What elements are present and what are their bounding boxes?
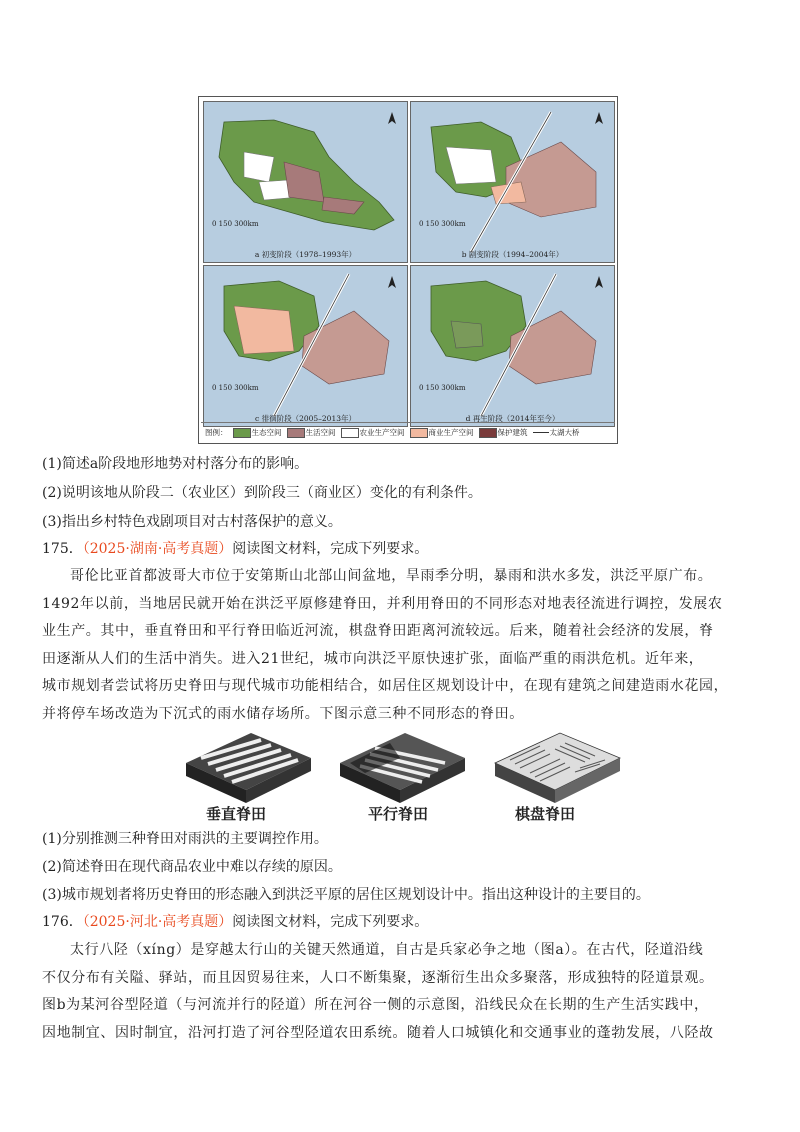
map-legend: [201, 422, 615, 441]
q176-line: 不仅分布有关隘、驿站，而且因贸易往来，人口不断集聚，逐渐衍生出众多聚落，形成独特的陉道景观。: [42, 969, 714, 986]
map-b-caption: b 剧变阶段（1994–2004年）: [461, 250, 564, 259]
q175-header: [42, 538, 760, 560]
q175-line: 田逐渐从人们的生活中消失。进入21世纪，城市向洪泛平原快速扩张，面临严重的雨洪危机。近年来，: [42, 650, 704, 667]
q176-number: 176．: [42, 914, 83, 930]
vertical-ridge-label: 垂直脊田: [206, 805, 267, 823]
q175-line: 并将停车场改造为下沉式的雨水储存场所。下图示意三种不同形态的脊田。: [42, 705, 524, 722]
map-c-caption: c 徘徊阶段（2005–2013年）: [254, 414, 356, 423]
map-panel-a: [203, 101, 408, 263]
q176-header: [42, 911, 760, 933]
q176-source: （2025·河北·高考真题）: [82, 914, 233, 930]
q175-item-3: (3)城市规划者将历史脊田的形态融入到洪泛平原的居住区规划设计中。指出这种设计的主要目的。: [42, 887, 650, 903]
q175-line: 城市规划者尝试将历史脊田与现代城市功能相结合，如居住区规划设计中，在现有建筑之间建造雨水花园，: [42, 678, 729, 695]
q174-item-1: (1)简述a阶段地形地势对村落分布的影响。: [42, 456, 309, 472]
q175-source: （2025·湖南·高考真题）: [82, 541, 233, 557]
checkerboard-ridge-label: 棋盘脊田: [515, 805, 576, 823]
legend-item: 农业生产空间: [341, 427, 405, 438]
scale-bar: 0 150 300km: [212, 384, 259, 392]
q176-line: 图b为某河谷型陉道（与河流并行的陉道）所在河谷一侧的示意图，沿线民众在长期的生产生活实践中，: [42, 997, 709, 1014]
q176-paragraph: [42, 937, 760, 1047]
q175-line: 1492年以前，当地居民就开始在洪泛平原修建脊田，并利用脊田的不同形态对地表径流进行调控，发展农: [42, 595, 723, 612]
q176-line: 因地制宜、因时制宜，沿河打造了河谷型陉道农田系统。随着人口城镇化和交通事业的蓬勃发展，八陉故: [42, 1024, 714, 1041]
q175-line: 哥伦比亚首都波哥大市位于安第斯山北部山间盆地，旱雨季分明，暴雨和洪水多发，洪泛平原广布。: [70, 568, 713, 584]
scale-bar: 0 150 300km: [419, 220, 466, 228]
map-panel-b: [410, 101, 615, 263]
map-c-graphic: [204, 266, 407, 426]
scale-bar: 0 150 300km: [212, 220, 259, 228]
legend-item: 商业生产空间: [410, 427, 474, 438]
q176-line: 太行八陉（xíng）是穿越太行山的关键天然通道，自古是兵家必争之地（图a）。在古代，陉道沿线: [70, 942, 704, 958]
map-d-graphic: [411, 266, 614, 426]
q176-instruction: 阅读图文材料，完成下列要求。: [232, 914, 429, 930]
scale-bar: 0 150 300km: [419, 384, 466, 392]
q174-item-3: (3)指出乡村特色戏剧项目对古村落保护的意义。: [42, 514, 342, 530]
stage-maps-figure: [198, 96, 618, 444]
q174-item-2: (2)说明该地从阶段二（农业区）到阶段三（商业区）变化的有利条件。: [42, 485, 482, 501]
legend-item: 生态空间: [233, 427, 282, 438]
map-a-graphic: [204, 102, 407, 262]
map-panel-c: [203, 265, 408, 427]
q175-line: 业生产。其中，垂直脊田和平行脊田临近河流，棋盘脊田距离河流较远。后来，随着社会经济的发展，脊: [42, 623, 714, 640]
map-panel-d: [410, 265, 615, 427]
q175-number: 175．: [42, 541, 83, 557]
parallel-ridge-label: 平行脊田: [368, 805, 429, 823]
q175-item-2: (2)简述脊田在现代商品农业中难以存续的原因。: [42, 859, 342, 875]
q175-instruction: 阅读图文材料，完成下列要求。: [232, 541, 429, 557]
legend-item: 生活空间: [287, 427, 336, 438]
legend-item: 太湖大桥: [533, 427, 580, 438]
q175-item-1: (1)分别推测三种脊田对雨洪的主要调控作用。: [42, 831, 328, 847]
legend-title: 图例：: [205, 427, 228, 437]
map-d-caption: d 再生阶段（2014年至今）: [465, 414, 560, 423]
legend-item: 保护建筑: [479, 427, 528, 438]
map-a-caption: a 初变阶段（1978–1993年）: [254, 250, 357, 259]
map-b-graphic: [411, 102, 614, 262]
q175-paragraph: [42, 563, 760, 729]
